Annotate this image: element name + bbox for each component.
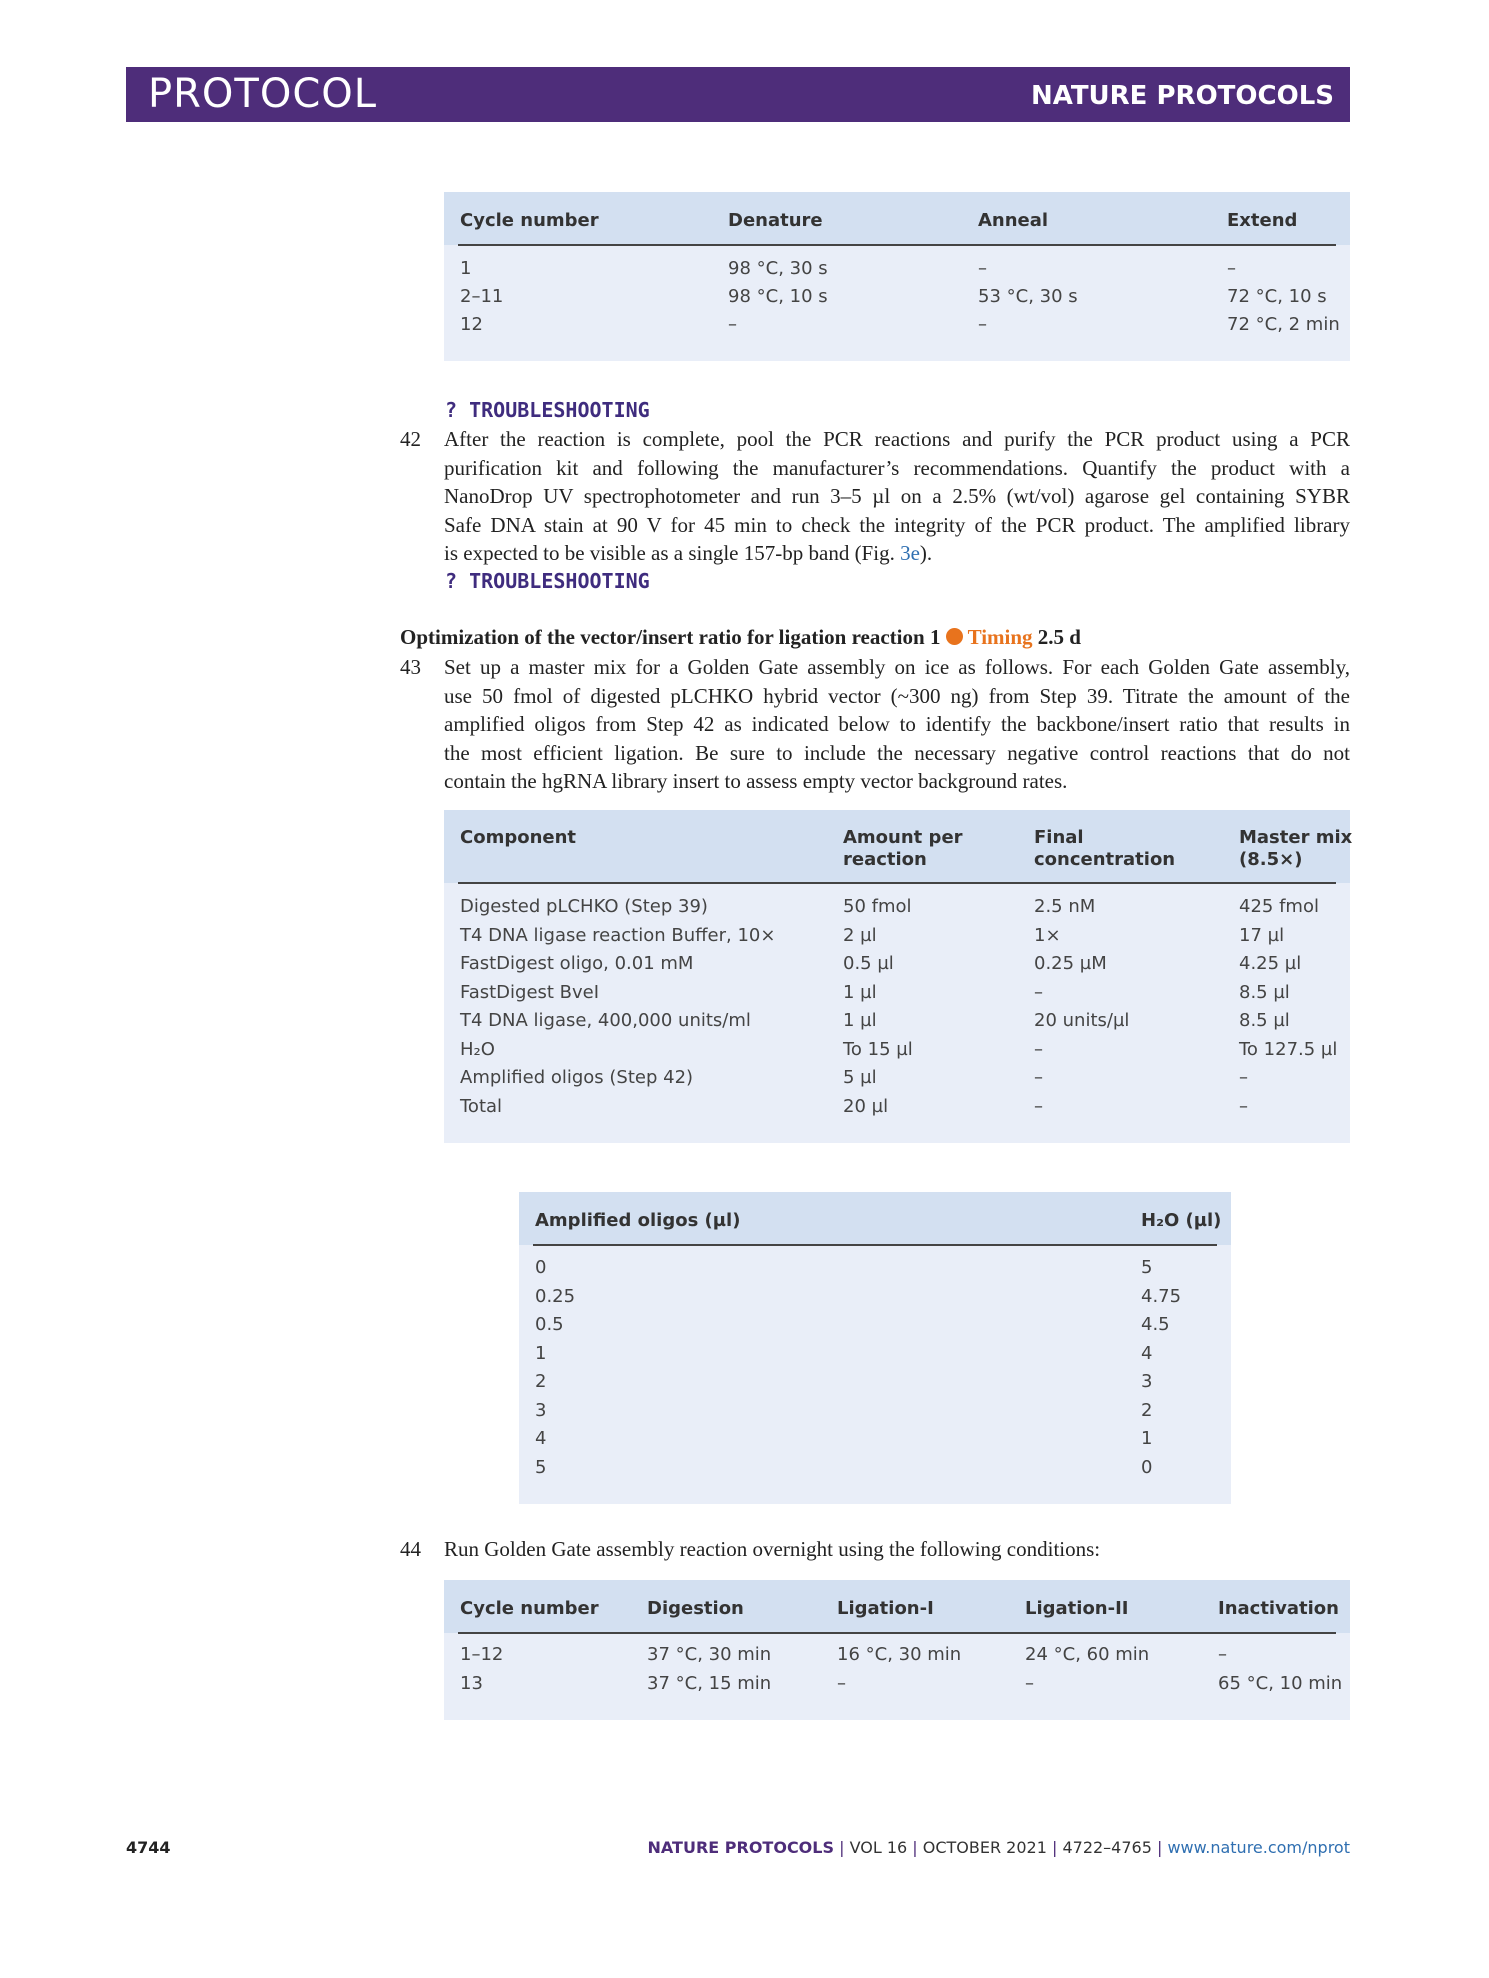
table-cell: 0.25	[535, 1285, 576, 1307]
table-cell: –	[1239, 1067, 1248, 1088]
table-cell: 0	[535, 1257, 547, 1278]
table-cell: FastDigest oligo, 0.01 mM	[460, 953, 694, 974]
text-line: Safe DNA stain at 90 V for 45 min to check the integrity of the PCR product. The amplified library	[444, 512, 1350, 537]
text-line: After the reaction is complete, pool the PCR reactions and purify the PCR product using a PCR	[444, 427, 1350, 451]
table-cell: –	[1239, 1095, 1248, 1117]
table-header: Ligation-I	[837, 1598, 934, 1619]
table-cell: –	[837, 1673, 846, 1694]
text-line: purification kit and following the manufacturer’s recommendations. Quantify the product with a	[444, 455, 1350, 480]
table-cell: 16 °C, 30 min	[837, 1644, 962, 1665]
table-header: Inactivation	[1218, 1598, 1339, 1619]
footer-volume: VOL 16	[849, 1838, 908, 1857]
table-header: Master mix	[1239, 827, 1353, 848]
pcr-cycling-table	[444, 192, 1350, 361]
table-cell: 12	[460, 314, 483, 335]
step-number: 44	[400, 1537, 421, 1561]
table-header: Final	[1034, 827, 1084, 848]
table-cell: 5	[1141, 1257, 1153, 1278]
footer-url-link[interactable]: www.nature.com/nprot	[1167, 1838, 1350, 1857]
table-cell: 37 °C, 15 min	[647, 1673, 772, 1694]
table-cell: 2–11	[460, 286, 504, 307]
table-cell: 5 µl	[843, 1067, 877, 1088]
table-cell: 0	[1141, 1456, 1153, 1478]
section-label: PROTOCOL	[148, 71, 378, 117]
table-cell: –	[1218, 1644, 1227, 1665]
table-cell: –	[1025, 1673, 1034, 1694]
table-header: Denature	[728, 210, 823, 231]
table-cell: –	[1227, 258, 1236, 279]
text-line: Set up a master mix for a Golden Gate assembly on ice as follows. For each Golden Gate assembly,	[444, 655, 1350, 679]
table-cell: 1	[1141, 1428, 1153, 1449]
table-cell: 20 units/µl	[1034, 1010, 1130, 1031]
table-cell: –	[1034, 1067, 1043, 1088]
table-cell: 4.75	[1141, 1285, 1182, 1307]
table-cell: –	[728, 314, 737, 335]
table-cell: 1	[460, 258, 472, 279]
table-cell: 4	[535, 1428, 547, 1449]
footer-citation: NATURE PROTOCOLS | VOL 16 | OCTOBER 2021 | 4722–4765 | www.nature.com/nprot	[647, 1838, 1350, 1857]
journal-name: NATURE PROTOCOLS	[1030, 81, 1334, 111]
table-header: (8.5×)	[1239, 849, 1303, 870]
table-cell: 1 µl	[843, 981, 877, 1003]
table-header: H₂O (µl)	[1141, 1210, 1222, 1231]
table-cell: 72 °C, 2 min	[1227, 314, 1340, 335]
table-cell: 8.5 µl	[1239, 981, 1290, 1003]
table-cell: –	[1034, 1095, 1043, 1117]
table-cell: 24 °C, 60 min	[1025, 1644, 1150, 1665]
table-cell: 0.5	[535, 1314, 564, 1335]
table-cell: Total	[460, 1095, 503, 1117]
footer-journal: NATURE PROTOCOLS	[647, 1838, 834, 1857]
table-cell: Digested pLCHKO (Step 39)	[460, 896, 708, 917]
table-header: Amount per	[843, 827, 963, 848]
table-cell: 0.25 µM	[1034, 953, 1107, 974]
table-header: reaction	[843, 849, 927, 870]
table-cell: FastDigest BveI	[460, 981, 600, 1003]
table-cell: 53 °C, 30 s	[978, 286, 1078, 307]
section-heading: Optimization of the vector/insert ratio for ligation reaction 1 Timing 2.5 d	[400, 625, 1081, 649]
table-cell: 8.5 µl	[1239, 1010, 1290, 1031]
header-banner	[126, 67, 1350, 122]
table-cell: 2 µl	[843, 924, 877, 946]
figure-reference-link[interactable]: 3e	[900, 541, 920, 565]
table-header: Ligation-II	[1025, 1598, 1129, 1619]
table-cell: 72 °C, 10 s	[1227, 286, 1327, 307]
table-cell: To 15 µl	[843, 1038, 913, 1060]
timing-label: Timing	[967, 625, 1033, 649]
table-cell: 20 µl	[843, 1095, 889, 1117]
table-cell: 65 °C, 10 min	[1218, 1673, 1343, 1694]
table-cell: 3	[1141, 1371, 1153, 1392]
page-number: 4744	[126, 1838, 171, 1857]
table-cell: –	[1034, 981, 1043, 1003]
table-cell: 3	[535, 1399, 547, 1421]
table-cell: H₂O	[460, 1038, 495, 1060]
table-cell: 17 µl	[1239, 924, 1285, 946]
table-cell: Amplified oligos (Step 42)	[460, 1067, 694, 1088]
table-header: Anneal	[978, 210, 1049, 231]
table-header: Cycle number	[460, 210, 599, 231]
text-line: amplified oligos from Step 42 as indicated below to identify the backbone/insert ratio that results in	[444, 712, 1350, 736]
timing-value: 2.5 d	[1037, 625, 1081, 649]
table-cell: 425 fmol	[1239, 896, 1319, 917]
troubleshooting-link[interactable]: ? TROUBLESHOOTING	[445, 398, 650, 422]
text-line: NanoDrop UV spectrophotometer and run 3–5 µl on a 2.5% (wt/vol) agarose gel containing SYBR	[444, 484, 1350, 508]
table-cell: 5	[535, 1456, 547, 1478]
step-number: 42	[400, 427, 421, 451]
table-cell: 0.5 µl	[843, 953, 894, 974]
table-cell: 2.5 nM	[1034, 896, 1096, 917]
table-header: Digestion	[647, 1598, 744, 1619]
table-header: Component	[460, 827, 577, 848]
table-cell: 2	[535, 1371, 547, 1392]
table-cell: 4.25 µl	[1239, 953, 1302, 974]
titration-table	[519, 1192, 1231, 1504]
step-number: 43	[400, 655, 421, 679]
table-cell: 13	[460, 1673, 483, 1694]
table-cell: 1–12	[460, 1644, 504, 1665]
timing-dot-icon	[946, 628, 963, 645]
master-mix-table	[444, 810, 1353, 1143]
step-44-text: Run Golden Gate assembly reaction overnight using the following conditions:	[444, 1537, 1101, 1561]
text-line: the most efficient ligation. Be sure to include the necessary negative control reactions that do not	[444, 740, 1350, 765]
table-header: concentration	[1034, 849, 1176, 870]
table-header: Cycle number	[460, 1598, 599, 1619]
troubleshooting-link[interactable]: ? TROUBLESHOOTING	[445, 569, 650, 593]
text-line: is expected to be visible as a single 157-bp band (Fig. 3e).	[444, 541, 933, 565]
step-43-text	[444, 653, 1350, 796]
table-cell: –	[978, 314, 987, 335]
table-cell: 2	[1141, 1399, 1153, 1421]
table-cell: To 127.5 µl	[1239, 1038, 1338, 1060]
table-header: Extend	[1227, 210, 1298, 231]
table-cell: 98 °C, 10 s	[728, 286, 828, 307]
table-cell: T4 DNA ligase reaction Buffer, 10×	[460, 924, 776, 946]
table-header: Amplified oligos (µl)	[535, 1210, 741, 1231]
table-cell: 98 °C, 30 s	[728, 258, 828, 279]
table-cell: 4	[1141, 1342, 1153, 1364]
golden-gate-cycling-table	[444, 1580, 1350, 1720]
table-cell: 1×	[1034, 924, 1061, 946]
table-cell: 1	[535, 1342, 547, 1364]
table-cell: 4.5	[1141, 1314, 1170, 1335]
text-line: use 50 fmol of digested pLCHKO hybrid vector (~300 ng) from Step 39. Titrate the amount of the	[444, 683, 1350, 708]
table-cell: T4 DNA ligase, 400,000 units/ml	[460, 1010, 751, 1031]
table-cell: –	[1034, 1038, 1043, 1060]
footer-date: OCTOBER 2021	[922, 1838, 1047, 1857]
table-cell: 1 µl	[843, 1010, 877, 1031]
table-cell: 37 °C, 30 min	[647, 1644, 772, 1665]
step-42-text	[444, 425, 1350, 568]
table-cell: –	[978, 258, 987, 279]
table-cell: 50 fmol	[843, 896, 912, 917]
footer-pages: 4722–4765	[1062, 1838, 1152, 1857]
text-line: contain the hgRNA library insert to assess empty vector background rates.	[444, 769, 1068, 793]
